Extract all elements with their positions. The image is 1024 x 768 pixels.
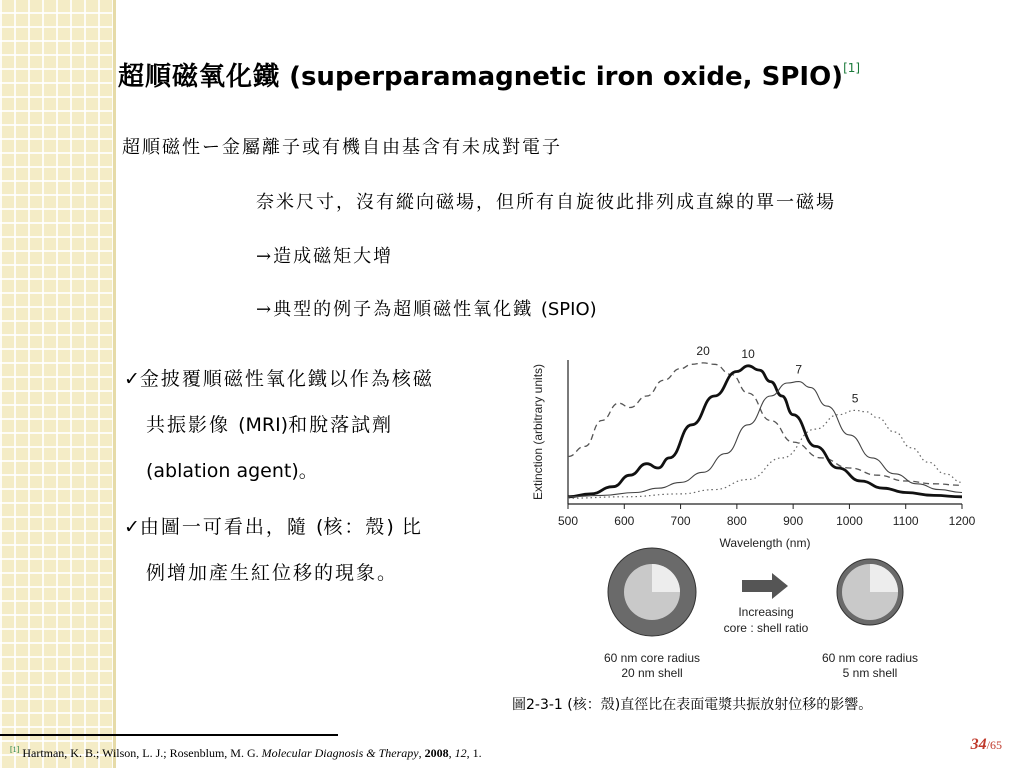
bullet-1-text-1: 金披覆順磁性氧化鐵以作為核磁 bbox=[139, 368, 434, 390]
intro-line-4-en: (SPIO) bbox=[540, 299, 597, 320]
caption-prefix: 圖 bbox=[512, 697, 526, 713]
x-tick-label: 500 bbox=[557, 514, 579, 528]
footnote-year: 2008 bbox=[424, 746, 449, 760]
intro-line-4 bbox=[256, 295, 597, 321]
bullet-2-paren-open: ( bbox=[315, 516, 324, 538]
caption-paren-open: ( bbox=[567, 697, 573, 713]
footnote: [1] Hartman, K. B.; Wilson, L. J.; Rosenblum, M. G. Molecular Diagnosis & Therapy, 2008, 12, 1. bbox=[10, 745, 482, 760]
footnote-reference-link[interactable]: [1] bbox=[10, 745, 20, 754]
title-english: (superparamagnetic iron oxide, SPIO) bbox=[289, 62, 844, 92]
intro-line-1: 超順磁性ー金屬離子或有機自由基含有未成對電子 bbox=[122, 137, 562, 158]
caption-number: 2-3-1 bbox=[526, 697, 563, 713]
bullet-2-text-1a: 由圖一可看出，隨 bbox=[139, 516, 308, 538]
small-shell-cutaway-wedge bbox=[870, 564, 898, 592]
page-number bbox=[971, 736, 1002, 754]
y-axis-label: Extinction (arbitrary units) bbox=[531, 363, 545, 501]
title-chinese: 超順磁氧化鐵 bbox=[118, 62, 281, 92]
x-tick-label: 700 bbox=[670, 514, 691, 528]
series-line-20 bbox=[568, 363, 962, 485]
caption-mid: 核：殼 bbox=[572, 697, 615, 713]
bullet-1-line-2 bbox=[146, 410, 393, 437]
left-particle-label-1: 60 nm core radius bbox=[603, 651, 701, 665]
page-total: /65 bbox=[986, 738, 1002, 752]
bullet-1-text-2c: 和脫落試劑 bbox=[288, 414, 394, 436]
arrow-label-line-1: Increasing bbox=[738, 605, 794, 619]
left-band-edge bbox=[113, 0, 116, 768]
bullet-1-text-3a: (ablation agent) bbox=[146, 460, 299, 482]
arrow-label-line-2: core : shell ratio bbox=[723, 621, 809, 635]
slide-title bbox=[118, 56, 1018, 93]
bullet-2-text-1b: 核：殼 bbox=[323, 516, 387, 538]
series-label-5: 5 bbox=[851, 391, 859, 406]
bullet-2-line-2: 例增加產生紅位移的現象。 bbox=[146, 562, 399, 584]
x-tick-label: 1100 bbox=[892, 514, 919, 528]
bullet-1-text-2a: 共振影像 bbox=[146, 414, 231, 436]
footnote-volume: 12 bbox=[454, 746, 467, 760]
x-tick-label: 900 bbox=[783, 514, 804, 528]
bullet-2-line-1 bbox=[124, 512, 423, 539]
extinction-spectra-chart bbox=[520, 343, 976, 552]
right-particle-label-1: 60 nm core radius bbox=[821, 651, 919, 665]
footnote-page: 1. bbox=[472, 746, 482, 760]
bullet-1-line-1 bbox=[124, 364, 434, 391]
bullet-2-paren-close: ) bbox=[386, 516, 394, 538]
series-label-20: 20 bbox=[696, 343, 710, 358]
x-tick-label: 1200 bbox=[948, 514, 976, 528]
increasing-ratio-arrow-icon bbox=[742, 573, 788, 599]
checkmark-icon: ✓ bbox=[124, 368, 140, 390]
x-tick-label: 800 bbox=[726, 514, 747, 528]
bullet-2-text-1c: 比 bbox=[401, 516, 423, 538]
caption-suffix: 直徑比在表面電漿共振放射位移的影響。 bbox=[620, 697, 873, 713]
page-current: 34 bbox=[970, 736, 987, 753]
intro-line-3: →造成磁矩大增 bbox=[256, 246, 394, 267]
footnote-journal: Molecular Diagnosis & Therapy bbox=[261, 746, 419, 760]
decorative-left-band bbox=[0, 0, 113, 768]
checkmark-icon: ✓ bbox=[124, 516, 140, 538]
x-tick-label: 600 bbox=[614, 514, 635, 528]
title-reference-link[interactable]: [1] bbox=[843, 61, 861, 75]
x-tick-label: 1000 bbox=[836, 514, 863, 528]
bullet-1-line-3 bbox=[146, 456, 320, 483]
bullet-1-text-3b: 。 bbox=[298, 460, 320, 482]
x-axis-label: Wavelength (nm) bbox=[719, 536, 811, 550]
figure-caption bbox=[512, 694, 872, 714]
series-label-7: 7 bbox=[795, 362, 803, 377]
core-shell-diagram bbox=[580, 540, 1010, 680]
intro-line-4-zh: →典型的例子為超順磁性氧化鐵 bbox=[256, 299, 534, 320]
series-label-10: 10 bbox=[741, 346, 755, 361]
right-particle-label-2: 5 nm shell bbox=[842, 666, 898, 680]
series-line-5 bbox=[568, 410, 962, 498]
left-particle-label-2: 20 nm shell bbox=[621, 666, 683, 680]
series-line-7 bbox=[568, 382, 962, 497]
footnote-divider bbox=[0, 734, 338, 736]
footnote-authors: Hartman, K. B.; Wilson, L. J.; Rosenblum, M. G. bbox=[22, 746, 259, 760]
caption-paren-close: ) bbox=[614, 697, 621, 713]
bullet-1-text-2b: (MRI) bbox=[238, 414, 289, 436]
intro-line-2: 奈米尺寸，沒有縱向磁場，但所有自旋彼此排列成直線的單一磁場 bbox=[256, 192, 836, 213]
